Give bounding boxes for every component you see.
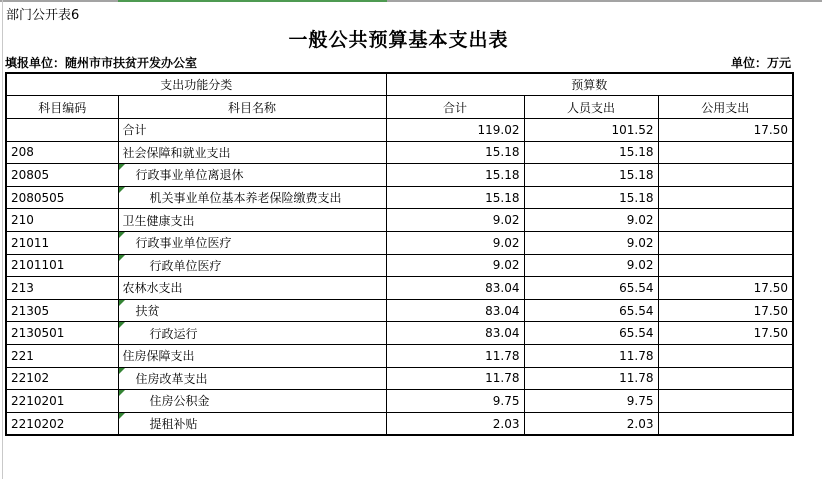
cell-name: 行政事业单位离退休	[118, 164, 386, 187]
cell-public	[658, 390, 793, 413]
cell-name: 机关事业单位基本养老保险缴费支出	[118, 186, 386, 209]
cell-code: 213	[6, 277, 118, 300]
cell-name: 农林水支出	[118, 277, 386, 300]
cell-personnel: 11.78	[524, 344, 658, 367]
cell-total: 11.78	[386, 344, 524, 367]
cell-total: 83.04	[386, 299, 524, 322]
cell-code: 2130501	[6, 322, 118, 345]
cell-personnel: 65.54	[524, 322, 658, 345]
header-personnel: 人员支出	[524, 96, 658, 119]
cell-public	[658, 141, 793, 164]
cell-name: 住房保障支出	[118, 344, 386, 367]
cell-code: 210	[6, 209, 118, 232]
cell-personnel: 2.03	[524, 412, 658, 435]
table-row	[6, 209, 793, 232]
comment-indicator-icon	[119, 232, 125, 238]
cell-name: 合计	[118, 119, 386, 142]
cell-personnel: 15.18	[524, 164, 658, 187]
table-row	[6, 186, 793, 209]
cell-name: 住房改革支出	[118, 367, 386, 390]
cell-name: 提租补贴	[118, 412, 386, 435]
cell-total: 83.04	[386, 277, 524, 300]
comment-indicator-icon	[119, 164, 125, 170]
cell-code: 21305	[6, 299, 118, 322]
cell-code: 22102	[6, 367, 118, 390]
cell-public	[658, 209, 793, 232]
header-code: 科目编码	[6, 96, 118, 119]
cell-public: 17.50	[658, 277, 793, 300]
cell-name: 卫生健康支出	[118, 209, 386, 232]
header-row-columns	[6, 96, 793, 119]
cell-total: 15.18	[386, 164, 524, 187]
cell-public: 17.50	[658, 322, 793, 345]
cell-name: 社会保障和就业支出	[118, 141, 386, 164]
header-budget-group: 预算数	[386, 73, 793, 96]
header-public: 公用支出	[658, 96, 793, 119]
cell-personnel: 65.54	[524, 277, 658, 300]
cell-public	[658, 254, 793, 277]
comment-indicator-icon	[119, 255, 125, 261]
table-row	[6, 164, 793, 187]
header-name: 科目名称	[118, 96, 386, 119]
table-row	[6, 322, 793, 345]
cell-code: 2101101	[6, 254, 118, 277]
cell-code: 20805	[6, 164, 118, 187]
table-row	[6, 119, 793, 142]
comment-indicator-icon	[119, 322, 125, 328]
cell-total: 15.18	[386, 186, 524, 209]
reporting-unit-label: 填报单位：随州市市扶贫开发办公室	[5, 56, 198, 70]
comment-indicator-icon	[119, 368, 125, 374]
cell-total: 9.02	[386, 231, 524, 254]
header-total: 合计	[386, 96, 524, 119]
table-row	[6, 412, 793, 435]
cell-personnel: 9.02	[524, 231, 658, 254]
page-title: 一般公共预算基本支出表	[288, 29, 509, 51]
cell-total: 83.04	[386, 322, 524, 345]
worksheet-gridline	[2, 0, 3, 479]
cell-code: 221	[6, 344, 118, 367]
cell-total: 119.02	[386, 119, 524, 142]
cell-public	[658, 367, 793, 390]
cell-code: 2210202	[6, 412, 118, 435]
cell-personnel: 101.52	[524, 119, 658, 142]
cell-code: 208	[6, 141, 118, 164]
cell-code	[6, 119, 118, 142]
cell-total: 2.03	[386, 412, 524, 435]
top-edge-line-left	[0, 0, 118, 2]
table-body	[6, 119, 793, 436]
table-row	[6, 254, 793, 277]
header-function-group: 支出功能分类	[6, 73, 386, 96]
cell-personnel: 9.02	[524, 254, 658, 277]
corner-label: 部门公开表6	[6, 8, 80, 23]
cell-total: 9.02	[386, 209, 524, 232]
table-row	[6, 299, 793, 322]
cell-personnel: 11.78	[524, 367, 658, 390]
cell-personnel: 9.02	[524, 209, 658, 232]
money-unit-label: 单位：万元	[730, 56, 791, 70]
cell-name: 行政运行	[118, 322, 386, 345]
cell-public	[658, 164, 793, 187]
cell-public	[658, 186, 793, 209]
table-row	[6, 141, 793, 164]
table-row	[6, 231, 793, 254]
budget-table	[5, 72, 794, 436]
comment-indicator-icon	[119, 390, 125, 396]
top-edge-line-green	[118, 0, 387, 2]
cell-code: 2080505	[6, 186, 118, 209]
comment-indicator-icon	[119, 413, 125, 419]
table-row	[6, 390, 793, 413]
cell-personnel: 65.54	[524, 299, 658, 322]
cell-personnel: 15.18	[524, 186, 658, 209]
table-row	[6, 344, 793, 367]
table-row	[6, 277, 793, 300]
comment-indicator-icon	[119, 187, 125, 193]
cell-public	[658, 412, 793, 435]
cell-name: 住房公积金	[118, 390, 386, 413]
cell-total: 15.18	[386, 141, 524, 164]
info-line	[5, 54, 791, 71]
cell-public: 17.50	[658, 119, 793, 142]
cell-public	[658, 344, 793, 367]
comment-indicator-icon	[119, 300, 125, 306]
cell-total: 11.78	[386, 367, 524, 390]
cell-personnel: 9.75	[524, 390, 658, 413]
header-row-groups	[6, 73, 793, 96]
cell-code: 21011	[6, 231, 118, 254]
table-row	[6, 367, 793, 390]
top-edge-line-right	[387, 0, 822, 2]
cell-personnel: 15.18	[524, 141, 658, 164]
cell-total: 9.75	[386, 390, 524, 413]
cell-code: 2210201	[6, 390, 118, 413]
cell-name: 行政事业单位医疗	[118, 231, 386, 254]
cell-public: 17.50	[658, 299, 793, 322]
cell-public	[658, 231, 793, 254]
cell-name: 行政单位医疗	[118, 254, 386, 277]
cell-name: 扶贫	[118, 299, 386, 322]
cell-total: 9.02	[386, 254, 524, 277]
